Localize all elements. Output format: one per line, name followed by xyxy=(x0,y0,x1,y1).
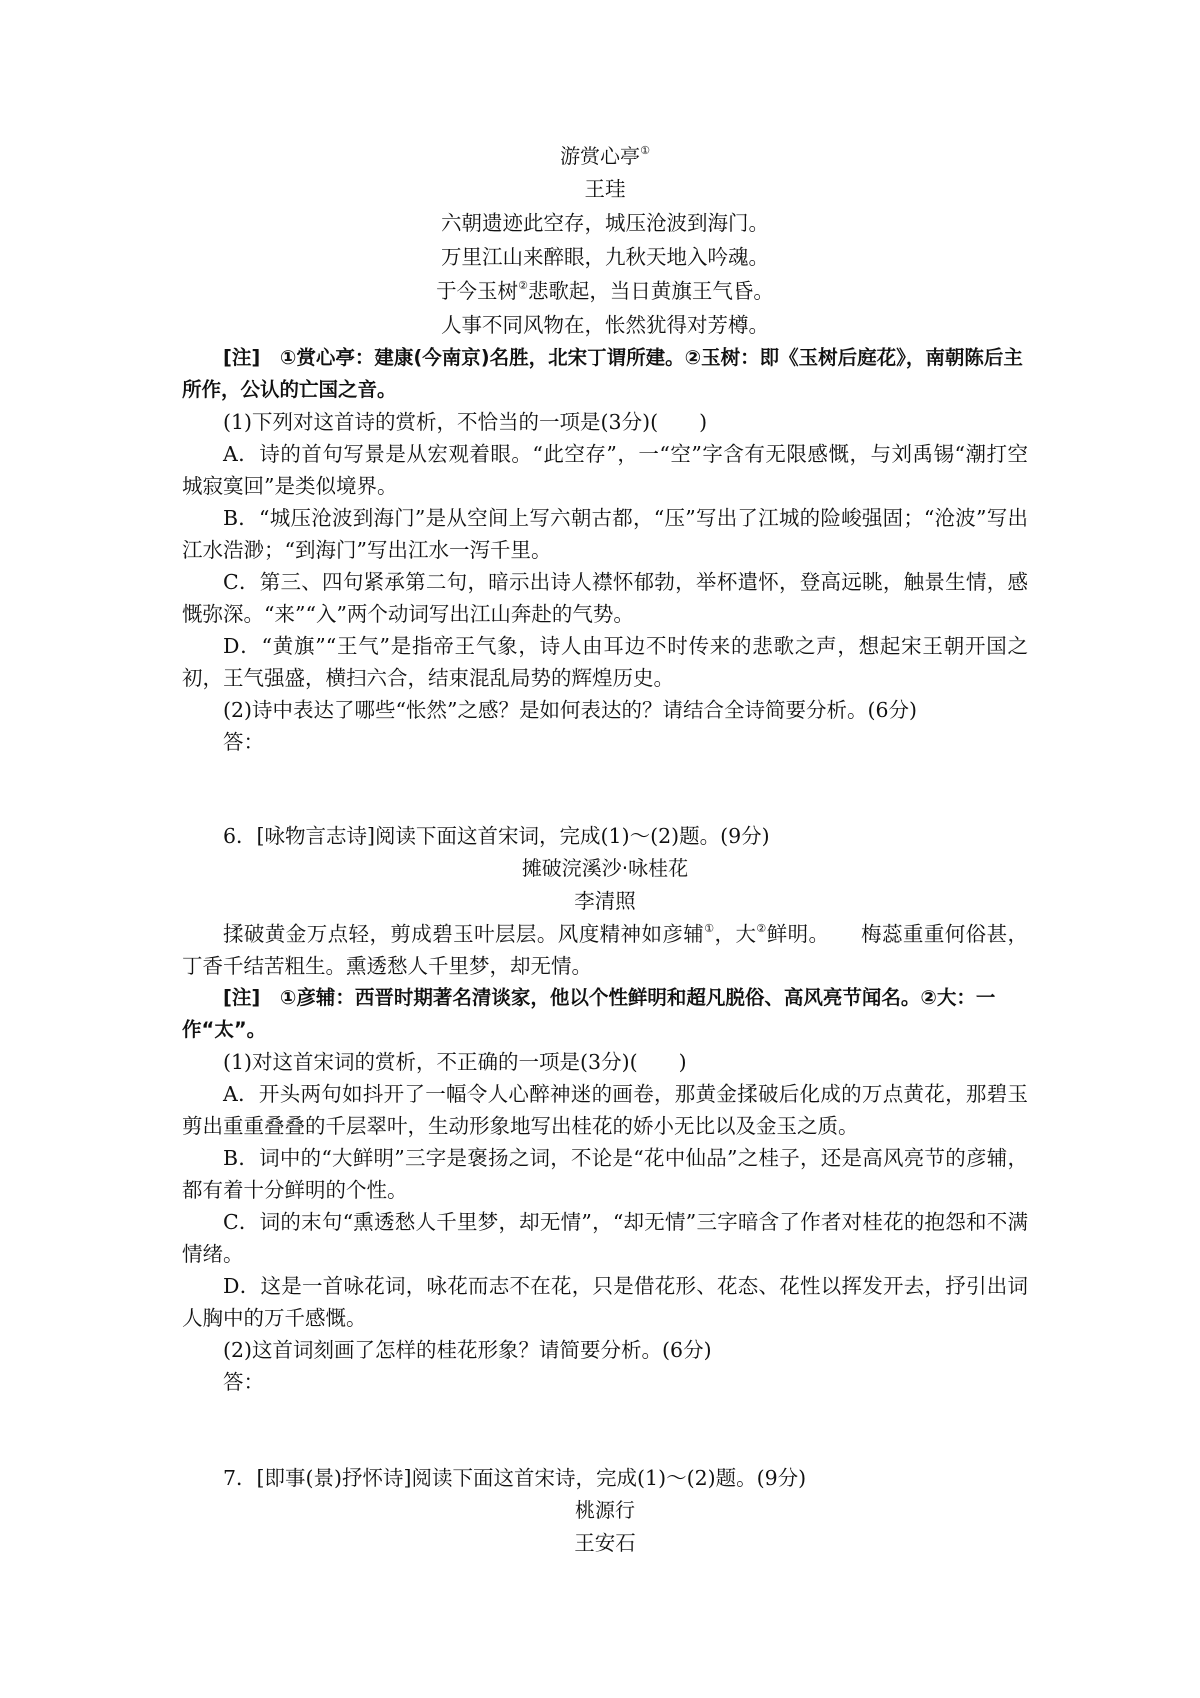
ci-text-part: 揉破黄金万点轻，剪成碧玉叶层层。风度精神如彦辅 xyxy=(223,922,705,946)
poem-line: 万里江山来醉眼，九秋天地入吟魂。 xyxy=(441,245,769,269)
poem-author: 王珪 xyxy=(584,177,626,201)
poem-title xyxy=(182,140,1028,172)
poem-author: 王安石 xyxy=(574,1531,636,1555)
question-7-heading: 7．[即事(景)抒怀诗]阅读下面这首宋诗，完成(1)～(2)题。(9分) xyxy=(223,1466,807,1490)
footnote-mark: ② xyxy=(756,922,767,935)
poem-note: [注] ①赏心亭：建康(今南京)名胜，北宋丁谓所建。②玉树：即《玉树后庭花》，南朝陈后主所作，公认的亡国之音。 xyxy=(182,346,1023,401)
poem-line xyxy=(182,274,1028,308)
option-b: B．“城压沧波到海门”是从空间上写六朝古都，“压”写出了江城的险峻强固；“沧波”写出江水浩渺；“到海门”写出江水一泻千里。 xyxy=(182,506,1028,562)
option-a: A．诗的首句写景是从宏观着眼。“此空存”，一“空”字含有无限感慨，与刘禹锡“潮打空城寂寞回”是类似境界。 xyxy=(182,442,1028,498)
option-a: A．开头两句如抖开了一幅令人心醉神迷的画卷，那黄金揉破后化成的万点黄花，那碧玉剪出重重叠叠的千层翠叶，生动形象地写出桂花的娇小无比以及金玉之质。 xyxy=(182,1082,1028,1138)
poem-line: 六朝遗迹此空存，城压沧波到海门。 xyxy=(441,211,769,235)
question-1: (1)下列对这首诗的赏析，不恰当的一项是(3分)( ) xyxy=(223,410,708,434)
option-c: C．词的末句“熏透愁人千里梦，却无情”，“却无情”三字暗含了作者对桂花的抱怨和不满情绪。 xyxy=(182,1210,1028,1266)
answer-space xyxy=(182,1398,1028,1462)
footnote-mark: ② xyxy=(518,279,528,292)
question-1: (1)对这首宋词的赏析，不正确的一项是(3分)( ) xyxy=(223,1050,687,1074)
question-6-heading: 6．[咏物言志诗]阅读下面这首宋词，完成(1)～(2)题。(9分) xyxy=(223,824,770,848)
document-content xyxy=(182,140,1028,1560)
option-c: C．第三、四句紧承第二句，暗示出诗人襟怀郁勃，举杯遣怀，登高远眺，触景生情，感慨弥深。“来”“入”两个动词写出江山奔赴的气势。 xyxy=(182,570,1028,626)
poem-author: 李清照 xyxy=(574,889,636,913)
footnote-mark: ① xyxy=(640,144,650,157)
question-2: (2)这首词刻画了怎样的桂花形象？请简要分析。(6分) xyxy=(223,1338,712,1362)
option-d: D．这是一首咏花词，咏花而志不在花，只是借花形、花态、花性以挥发开去，抒引出词人胸中的万千感慨。 xyxy=(182,1274,1028,1330)
footnote-mark: ① xyxy=(704,922,715,935)
poem-line-part: 悲歌起，当日黄旗王气昏。 xyxy=(527,279,774,303)
poem-title-text: 游赏心亭 xyxy=(560,144,641,168)
question-2: (2)诗中表达了哪些“怅然”之感？是如何表达的？请结合全诗简要分析。(6分) xyxy=(223,698,918,722)
answer-label: 答： xyxy=(223,730,264,754)
poem-note: [注] ①彦辅：西晋时期著名清谈家，他以个性鲜明和超凡脱俗、高风亮节闻名。②大：一作“太”。 xyxy=(182,986,996,1041)
answer-label: 答： xyxy=(223,1370,264,1394)
option-b: B．词中的“大鲜明”三字是褒扬之词，不论是“花中仙品”之桂子，还是高风亮节的彦辅，都有着十分鲜明的个性。 xyxy=(182,1146,1028,1202)
poem-line: 人事不同风物在，怅然犹得对芳樽。 xyxy=(441,313,769,337)
ci-text xyxy=(182,918,1028,982)
answer-space xyxy=(182,758,1028,820)
option-d: D．“黄旗”“王气”是指帝王气象，诗人由耳边不时传来的悲歌之声，想起宋王朝开国之初，王气强盛，横扫六合，结束混乱局势的辉煌历史。 xyxy=(182,634,1028,690)
poem-title: 摊破浣溪沙·咏桂花 xyxy=(521,856,689,880)
ci-text-part: 鲜明。 梅蕊重重何俗甚，丁香千结苦粗生。熏透愁人千里梦，却无情。 xyxy=(182,922,1029,978)
poem-title: 桃源行 xyxy=(575,1498,635,1522)
ci-text-part: ，大 xyxy=(714,922,757,946)
poem-line-part: 于今玉树 xyxy=(436,279,519,303)
